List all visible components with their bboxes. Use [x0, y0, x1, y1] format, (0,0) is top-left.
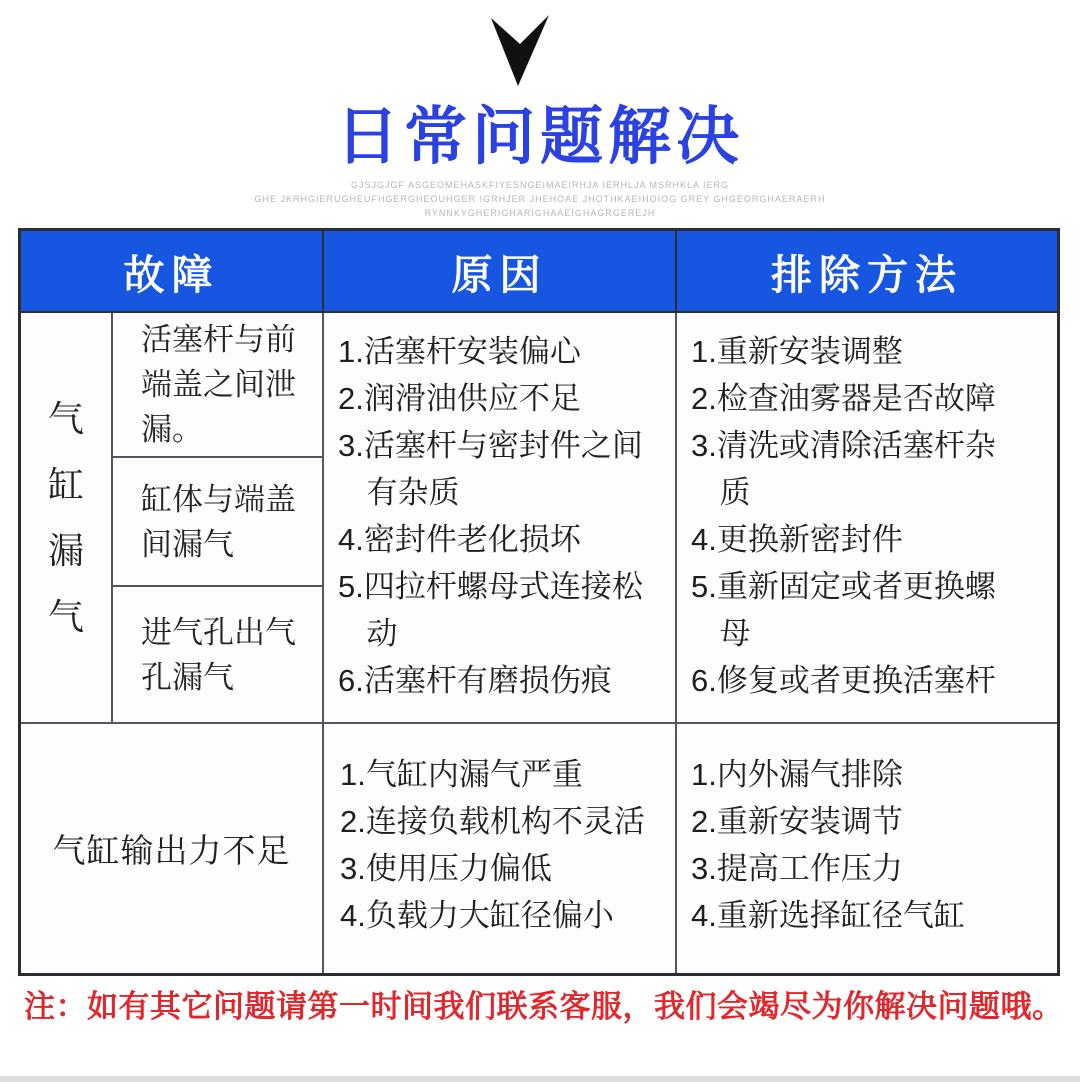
- header-cell-fault: 故障: [21, 231, 324, 313]
- bottom-page-edge: [0, 1076, 1080, 1082]
- method-item: 1.重新安装调整: [691, 334, 903, 369]
- method-item: 2.重新安装调节: [691, 804, 903, 839]
- method-item: 4.重新选择缸径气缸: [691, 898, 965, 933]
- row2-methods-cell: [677, 724, 1057, 973]
- row1-causes-cell: [324, 313, 677, 724]
- cause-item: 6.活塞杆有磨损伤痕: [338, 663, 612, 698]
- cause-item: 2.润滑油供应不足: [338, 381, 581, 416]
- method-item: 6.修复或者更换活塞杆: [691, 663, 996, 698]
- subtitle-watermark-line: GJSJGJGF ASGEOMEHASKFIYESNGEIMAEIRHJA IERHLJA MSRHKLA IERG: [350, 180, 730, 190]
- cause-item: 1.活塞杆安装偏心: [338, 334, 581, 369]
- header-cell-cause: 原因: [324, 231, 677, 313]
- cause-item: 2.连接负载机构不灵活: [340, 804, 645, 839]
- cause-item: 4.密封件老化损坏: [338, 522, 581, 557]
- subtitle-watermark-line: RYNNKYGHERIGHARIGHAAEIGHAGRGEREJH: [424, 208, 656, 218]
- method-item: 1.内外漏气排除: [691, 757, 903, 792]
- down-arrow-icon: [485, 10, 555, 92]
- method-item: 2.检查油雾器是否故障: [691, 381, 996, 416]
- cause-list: [324, 313, 675, 704]
- note-text: 注：如有其它问题请第一时间我们联系客服，我们会竭尽为你解决问题哦。: [24, 989, 1064, 1024]
- page-title: 日常问题解决: [336, 102, 744, 172]
- fault-item-cell: 活塞杆与前端盖之间泄漏。: [113, 313, 324, 458]
- fault-group-cell: [21, 313, 113, 724]
- cause-item: 3.活塞杆与密封件之间有杂质: [338, 428, 643, 510]
- row1-methods-cell: [677, 313, 1057, 724]
- method-list: [677, 724, 1057, 939]
- cause-item: 1.气缸内漏气严重: [340, 757, 583, 792]
- method-item: 5.重新固定或者更换螺母: [691, 569, 996, 651]
- method-item: 3.清洗或清除活塞杆杂质: [691, 428, 996, 510]
- cause-item: 5.四拉杆螺母式连接松动: [338, 569, 643, 651]
- cause-item: 3.使用压力偏低: [340, 851, 552, 886]
- row2-causes-cell: [324, 724, 677, 973]
- method-item: 3.提高工作压力: [691, 851, 903, 886]
- fault-group-label: 气缸漏气: [47, 397, 84, 637]
- cause-list: [324, 724, 675, 939]
- subtitle-watermark-line: GHE JKRHGIERUGHEUFHGERGHEOUHGER IGRHJER JHEHOAE JHOTHKAEIHOIOG GREY GHGEORGHAERAERH: [254, 194, 826, 204]
- cause-item: 4.负载力大缸径偏小: [340, 898, 614, 933]
- method-item: 4.更换新密封件: [691, 522, 903, 557]
- fault-item-cell: 缸体与端盖间漏气: [113, 458, 324, 587]
- troubleshooting-table: [18, 228, 1060, 976]
- row2-fault-cell: 气缸输出力不足: [21, 724, 324, 973]
- method-list: [677, 313, 1057, 704]
- header-cell-method: 排除方法: [677, 231, 1057, 313]
- fault-item-cell: 进气孔出气孔漏气: [113, 587, 324, 724]
- subtitle-watermark: [0, 178, 1080, 220]
